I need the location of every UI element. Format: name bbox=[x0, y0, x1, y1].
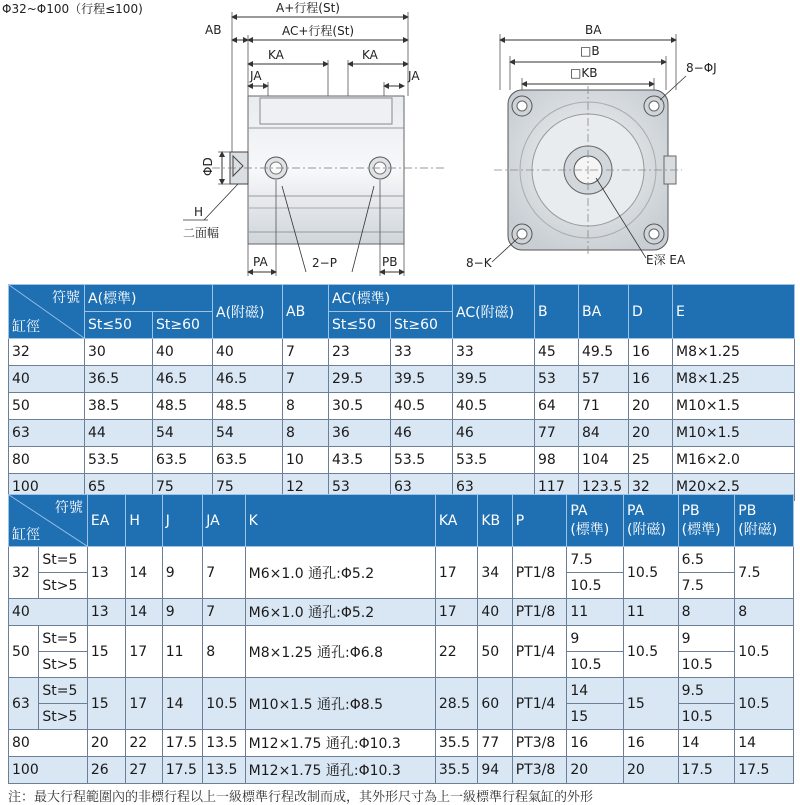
header2-kb: KB bbox=[478, 495, 512, 547]
t1-cell-b: 64 bbox=[535, 393, 579, 420]
t1-cell-ac-st-le-50: 23 bbox=[329, 339, 391, 366]
t1-cell-ac-st-le-50: 53 bbox=[329, 474, 391, 501]
t2-cell-p: PT1/8 bbox=[512, 547, 567, 599]
t2-cell-stroke-split bbox=[39, 678, 88, 730]
t1-cell-ac-st-le-50: 30.5 bbox=[329, 393, 391, 420]
t2-cell-bore: 32 bbox=[9, 547, 39, 599]
header-b: B bbox=[535, 285, 579, 339]
t2-pa-1: 14 bbox=[570, 682, 589, 699]
t2-cell-p: PT1/8 bbox=[512, 599, 567, 626]
t2-cell-pb: 8 bbox=[678, 599, 735, 626]
t2-cell-pb: 17.5 bbox=[678, 757, 735, 784]
table-2-body bbox=[9, 547, 794, 784]
table-1-row bbox=[9, 420, 795, 447]
t2-cell-ja: 7 bbox=[203, 599, 245, 626]
header2-pb-std bbox=[678, 495, 735, 547]
t1-cell-ab: 7 bbox=[283, 366, 329, 393]
t1-cell-ac-st-ge-60: 33 bbox=[391, 339, 453, 366]
t2-cell-bore: 63 bbox=[9, 678, 39, 730]
t1-cell-bore: 80 bbox=[9, 447, 85, 474]
pa-mag-line2: (附磁) bbox=[626, 521, 666, 538]
dim-a-st: A+行程(St) bbox=[276, 1, 340, 15]
t1-cell-a-st-ge-60: 48.5 bbox=[153, 393, 213, 420]
t2-cell-pb-split bbox=[678, 678, 735, 730]
t1-cell-a-st-le-50: 44 bbox=[85, 420, 153, 447]
t1-cell-ba: 71 bbox=[579, 393, 629, 420]
dim-kb: □KB bbox=[570, 66, 598, 80]
t2-cell-kb: 77 bbox=[478, 730, 512, 757]
t2-cell-pa: 11 bbox=[567, 599, 624, 626]
t2-cell-j: 9 bbox=[162, 547, 202, 599]
t1-cell-a-mag: 40 bbox=[213, 339, 283, 366]
table-1-row bbox=[9, 366, 795, 393]
dim-ac-st: AC+行程(St) bbox=[282, 24, 355, 38]
t1-cell-a-mag: 48.5 bbox=[213, 393, 283, 420]
technical-drawing bbox=[0, 0, 800, 282]
t1-cell-ba: 57 bbox=[579, 366, 629, 393]
t2-cell-ja: 13.5 bbox=[203, 757, 245, 784]
t2-cell-h: 14 bbox=[126, 599, 162, 626]
table-1-row bbox=[9, 339, 795, 366]
t2-cell-kb: 60 bbox=[478, 678, 512, 730]
t2-cell-ka: 17 bbox=[435, 599, 477, 626]
t2-pa-2: 15 bbox=[567, 703, 623, 729]
t2-pb-2: 10.5 bbox=[679, 651, 735, 677]
t2-cell-ka: 35.5 bbox=[435, 730, 477, 757]
t2-cell-pb-mag: 17.5 bbox=[735, 757, 794, 784]
header-a-mag: A(附磁) bbox=[213, 285, 283, 339]
t2-cell-bore: 50 bbox=[9, 626, 39, 678]
t2-cell-pb-mag: 8 bbox=[735, 599, 794, 626]
t2-cell-k: M10×1.5 通孔:Φ8.5 bbox=[245, 678, 435, 730]
header2-ja: JA bbox=[203, 495, 245, 547]
header2-h: H bbox=[126, 495, 162, 547]
t2-cell-ea: 20 bbox=[87, 730, 125, 757]
t2-cell-k: M8×1.25 通孔:Φ6.8 bbox=[245, 626, 435, 678]
t2-st-gt-5: St>5 bbox=[39, 703, 87, 729]
t2-pb-2: 7.5 bbox=[679, 572, 735, 598]
header-ab: AB bbox=[283, 285, 329, 339]
t1-cell-d: 32 bbox=[629, 474, 673, 501]
t2-cell-ka: 22 bbox=[435, 626, 477, 678]
t1-cell-ac-mag: 63 bbox=[453, 474, 535, 501]
t1-cell-a-mag: 54 bbox=[213, 420, 283, 447]
t2-pa-2: 10.5 bbox=[567, 651, 623, 677]
dim-pb: PB bbox=[382, 255, 398, 269]
table-1-body bbox=[9, 339, 795, 501]
dim-two-p: 2−P bbox=[312, 256, 337, 270]
t2-cell-j: 11 bbox=[162, 626, 202, 678]
dim-ja-left: JA bbox=[250, 69, 262, 83]
t2-cell-p: PT3/8 bbox=[512, 730, 567, 757]
t1-cell-a-st-ge-60: 46.5 bbox=[153, 366, 213, 393]
t2-cell-pb-split bbox=[678, 547, 735, 599]
t1-cell-e: M16×2.0 bbox=[673, 447, 795, 474]
header2-bore-text: 缸徑 bbox=[12, 527, 40, 543]
t2-cell-k: M12×1.75 通孔:Φ10.3 bbox=[245, 730, 435, 757]
t1-cell-e: M10×1.5 bbox=[673, 420, 795, 447]
t2-cell-kb: 50 bbox=[478, 626, 512, 678]
t2-cell-pb-mag: 14 bbox=[735, 730, 794, 757]
dim-ka-left: KA bbox=[268, 48, 284, 62]
t2-cell-pb-mag: 10.5 bbox=[735, 626, 794, 678]
t1-cell-d: 20 bbox=[629, 393, 673, 420]
t1-cell-d: 16 bbox=[629, 339, 673, 366]
header-ac-st-ge-60: St≥60 bbox=[391, 312, 453, 339]
t1-cell-ba: 84 bbox=[579, 420, 629, 447]
t1-cell-a-mag: 46.5 bbox=[213, 366, 283, 393]
t2-pa-1: 9 bbox=[570, 630, 580, 647]
dim-ba: BA bbox=[585, 23, 602, 37]
t2-cell-kb: 34 bbox=[478, 547, 512, 599]
t1-cell-e: M8×1.25 bbox=[673, 366, 795, 393]
t1-cell-a-st-le-50: 53.5 bbox=[85, 447, 153, 474]
pb-mag-line2: (附磁) bbox=[738, 521, 778, 538]
t2-cell-pa-mag: 10.5 bbox=[623, 626, 678, 678]
t1-cell-ab: 8 bbox=[283, 393, 329, 420]
t1-cell-ac-mag: 33 bbox=[453, 339, 535, 366]
t2-cell-bore: 80 bbox=[9, 730, 88, 757]
t1-cell-b: 77 bbox=[535, 420, 579, 447]
header2-k: K bbox=[245, 495, 435, 547]
t2-pa-2: 10.5 bbox=[567, 572, 623, 598]
t1-cell-e: M8×1.25 bbox=[673, 339, 795, 366]
t1-cell-ac-st-ge-60: 40.5 bbox=[391, 393, 453, 420]
t1-cell-d: 25 bbox=[629, 447, 673, 474]
header-a-std: A(標準) bbox=[85, 285, 213, 312]
t2-cell-pb-split bbox=[678, 626, 735, 678]
header2-ka: KA bbox=[435, 495, 477, 547]
t2-pb-1: 9.5 bbox=[681, 682, 704, 699]
t2-cell-h: 14 bbox=[126, 547, 162, 599]
header2-p: P bbox=[512, 495, 567, 547]
t2-cell-j: 14 bbox=[162, 678, 202, 730]
header-d: D bbox=[629, 285, 673, 339]
header-ac-st-le-50: St≤50 bbox=[329, 312, 391, 339]
t2-pb-1: 9 bbox=[681, 630, 691, 647]
t2-cell-pa-mag: 11 bbox=[623, 599, 678, 626]
cylinder-drawing-svg bbox=[0, 0, 800, 282]
t1-cell-a-st-le-50: 65 bbox=[85, 474, 153, 501]
header-bore-symbol bbox=[9, 285, 85, 339]
dim-b: □B bbox=[580, 44, 600, 58]
t1-cell-a-mag: 63.5 bbox=[213, 447, 283, 474]
t2-cell-h: 22 bbox=[126, 730, 162, 757]
t1-cell-ac-mag: 46 bbox=[453, 420, 535, 447]
t1-cell-ac-st-ge-60: 39.5 bbox=[391, 366, 453, 393]
header-e: E bbox=[673, 285, 795, 339]
pa-std-line2: (標準) bbox=[570, 521, 610, 538]
t1-cell-a-st-ge-60: 75 bbox=[153, 474, 213, 501]
t2-cell-ka: 35.5 bbox=[435, 757, 477, 784]
t2-cell-bore: 100 bbox=[9, 757, 88, 784]
t2-cell-p: PT3/8 bbox=[512, 757, 567, 784]
footnote: 注：最大行程範圍內的非標行程以上一級標準行程改制而成，其外形尺寸為上一級標準行程氣缸的外形 bbox=[8, 790, 594, 805]
t1-cell-ac-mag: 39.5 bbox=[453, 366, 535, 393]
t2-cell-pa: 16 bbox=[567, 730, 624, 757]
header-ac-std: AC(標準) bbox=[329, 285, 453, 312]
t1-cell-bore: 63 bbox=[9, 420, 85, 447]
t2-st-eq-5: St=5 bbox=[42, 682, 78, 699]
t1-cell-a-st-ge-60: 40 bbox=[153, 339, 213, 366]
pa-std-line1: PA bbox=[570, 502, 588, 519]
t2-cell-stroke-split bbox=[39, 547, 88, 599]
t1-cell-a-st-le-50: 30 bbox=[85, 339, 153, 366]
t2-cell-ja: 7 bbox=[203, 547, 245, 599]
t1-cell-a-mag: 75 bbox=[213, 474, 283, 501]
dim-e-depth: E深 EA bbox=[646, 253, 686, 267]
pb-std-line2: (標準) bbox=[681, 521, 721, 538]
t2-cell-k: M12×1.75 通孔:Φ10.3 bbox=[245, 757, 435, 784]
t2-cell-kb: 94 bbox=[478, 757, 512, 784]
header-a-st-le-50: St≤50 bbox=[85, 312, 153, 339]
t2-cell-ka: 17 bbox=[435, 547, 477, 599]
t2-cell-bore: 40 bbox=[9, 599, 88, 626]
dim-ka-right: KA bbox=[362, 48, 378, 62]
t2-cell-pa-mag: 16 bbox=[623, 730, 678, 757]
t1-cell-d: 20 bbox=[629, 420, 673, 447]
t2-cell-ea: 13 bbox=[87, 547, 125, 599]
pb-mag-line1: PB bbox=[738, 502, 757, 519]
t2-st-eq-5: St=5 bbox=[42, 630, 78, 647]
t1-cell-ba: 49.5 bbox=[579, 339, 629, 366]
t1-cell-e: M20×2.5 bbox=[673, 474, 795, 501]
dim-ja-right: JA bbox=[408, 69, 420, 83]
dim-pa: PA bbox=[253, 255, 268, 269]
dimensions-table-1 bbox=[8, 284, 795, 501]
t1-cell-ac-st-le-50: 36 bbox=[329, 420, 391, 447]
t2-cell-pa-mag: 15 bbox=[623, 678, 678, 730]
header2-symbol-text: 符號 bbox=[54, 500, 83, 516]
t1-cell-a-st-le-50: 36.5 bbox=[85, 366, 153, 393]
t1-cell-bore: 32 bbox=[9, 339, 85, 366]
t1-cell-ac-st-le-50: 43.5 bbox=[329, 447, 391, 474]
t2-cell-ea: 15 bbox=[87, 626, 125, 678]
t2-cell-pa-mag: 10.5 bbox=[623, 547, 678, 599]
t2-cell-ja: 8 bbox=[203, 626, 245, 678]
t2-cell-p: PT1/4 bbox=[512, 626, 567, 678]
dim-h: H bbox=[194, 205, 204, 219]
dim-eight-k: 8−K bbox=[466, 256, 492, 270]
t1-cell-b: 98 bbox=[535, 447, 579, 474]
header-symbol-text: 符號 bbox=[52, 290, 80, 306]
t2-cell-kb: 40 bbox=[478, 599, 512, 626]
t2-cell-j: 17.5 bbox=[162, 730, 202, 757]
t2-cell-k: M6×1.0 通孔:Φ5.2 bbox=[245, 599, 435, 626]
t2-cell-h: 27 bbox=[126, 757, 162, 784]
t2-cell-pb-mag: 10.5 bbox=[735, 678, 794, 730]
t2-cell-pb: 14 bbox=[678, 730, 735, 757]
t1-cell-a-st-ge-60: 54 bbox=[153, 420, 213, 447]
t1-cell-b: 117 bbox=[535, 474, 579, 501]
header2-ea: EA bbox=[87, 495, 125, 547]
t2-st-gt-5: St>5 bbox=[39, 572, 87, 598]
t1-cell-e: M10×1.5 bbox=[673, 393, 795, 420]
t2-st-gt-5: St>5 bbox=[39, 651, 87, 677]
t1-cell-bore: 50 bbox=[9, 393, 85, 420]
header-bore-text: 缸徑 bbox=[12, 319, 40, 335]
t2-cell-k: M6×1.0 通孔:Φ5.2 bbox=[245, 547, 435, 599]
dimensions-table-2 bbox=[8, 494, 794, 784]
t1-cell-b: 45 bbox=[535, 339, 579, 366]
t2-cell-j: 9 bbox=[162, 599, 202, 626]
label-two-faces: 二面幅 bbox=[183, 226, 220, 240]
header2-pb-mag bbox=[735, 495, 794, 547]
t1-cell-ac-st-le-50: 29.5 bbox=[329, 366, 391, 393]
t1-cell-ac-mag: 53.5 bbox=[453, 447, 535, 474]
t1-cell-ab: 10 bbox=[283, 447, 329, 474]
t2-cell-ea: 26 bbox=[87, 757, 125, 784]
t2-cell-pa-split bbox=[567, 678, 624, 730]
t2-cell-ja: 10.5 bbox=[203, 678, 245, 730]
t1-cell-ac-st-ge-60: 46 bbox=[391, 420, 453, 447]
header-ba: BA bbox=[579, 285, 629, 339]
t2-cell-stroke-split bbox=[39, 626, 88, 678]
t2-cell-ka: 28.5 bbox=[435, 678, 477, 730]
t2-cell-pa-mag: 20 bbox=[623, 757, 678, 784]
t1-cell-ba: 123.5 bbox=[579, 474, 629, 501]
t1-cell-bore: 100 bbox=[9, 474, 85, 501]
t1-cell-ab: 12 bbox=[283, 474, 329, 501]
t2-cell-j: 17.5 bbox=[162, 757, 202, 784]
t2-cell-pb-mag: 7.5 bbox=[735, 547, 794, 599]
t2-st-eq-5: St=5 bbox=[42, 551, 78, 568]
t1-cell-bore: 40 bbox=[9, 366, 85, 393]
dim-ab: AB bbox=[205, 23, 222, 37]
t2-cell-p: PT1/4 bbox=[512, 678, 567, 730]
t2-cell-pa-split bbox=[567, 547, 624, 599]
header-ac-mag: AC(附磁) bbox=[453, 285, 535, 339]
t1-cell-ba: 104 bbox=[579, 447, 629, 474]
t1-cell-a-st-le-50: 38.5 bbox=[85, 393, 153, 420]
t2-cell-pa-split bbox=[567, 626, 624, 678]
t2-cell-h: 17 bbox=[126, 678, 162, 730]
t1-cell-ab: 7 bbox=[283, 339, 329, 366]
t1-cell-a-st-ge-60: 63.5 bbox=[153, 447, 213, 474]
t2-cell-ea: 15 bbox=[87, 678, 125, 730]
t1-cell-d: 16 bbox=[629, 366, 673, 393]
table-1-row bbox=[9, 447, 795, 474]
dim-eight-j: 8−ΦJ bbox=[686, 61, 717, 75]
range-label: Φ32~Φ100（行程≤100) bbox=[2, 2, 143, 16]
t2-pa-1: 7.5 bbox=[570, 551, 593, 568]
t2-cell-h: 17 bbox=[126, 626, 162, 678]
pb-std-line1: PB bbox=[681, 502, 700, 519]
header-a-st-ge-60: St≥60 bbox=[153, 312, 213, 339]
t1-cell-ac-st-ge-60: 53.5 bbox=[391, 447, 453, 474]
header2-j: J bbox=[162, 495, 202, 547]
t2-pb-1: 6.5 bbox=[681, 551, 704, 568]
header2-pa-std bbox=[567, 495, 624, 547]
t1-cell-ab: 8 bbox=[283, 420, 329, 447]
t1-cell-ac-mag: 40.5 bbox=[453, 393, 535, 420]
t2-pb-2: 10.5 bbox=[679, 703, 735, 729]
t2-cell-ja: 13.5 bbox=[203, 730, 245, 757]
t2-cell-pa: 20 bbox=[567, 757, 624, 784]
t2-cell-ea: 13 bbox=[87, 599, 125, 626]
t1-cell-b: 53 bbox=[535, 366, 579, 393]
header2-bore-symbol bbox=[9, 495, 88, 547]
header2-pa-mag bbox=[623, 495, 678, 547]
t1-cell-ac-st-ge-60: 63 bbox=[391, 474, 453, 501]
pa-mag-line1: PA bbox=[626, 502, 645, 519]
dim-phi-d: ΦD bbox=[201, 157, 215, 176]
table-1-row bbox=[9, 393, 795, 420]
